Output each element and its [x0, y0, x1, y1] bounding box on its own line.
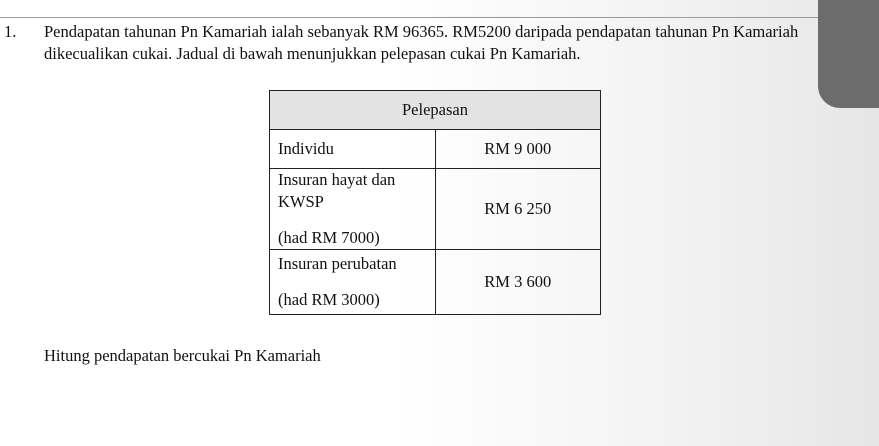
table-header-relief: Pelepasan — [270, 91, 601, 130]
relief-item-label: Insuran perubatan — [278, 254, 397, 273]
relief-item-cell — [270, 169, 436, 250]
relief-item-label: Insuran hayat dan KWSP — [278, 170, 396, 211]
top-divider-line — [0, 17, 820, 18]
relief-item-label: Individu — [278, 139, 334, 158]
relief-item-cell — [270, 130, 436, 169]
relief-amount-cell: RM 6 250 — [435, 169, 601, 250]
table-row — [270, 130, 601, 169]
relief-item-limit: (had RM 7000) — [278, 228, 380, 247]
relief-amount-cell: RM 3 600 — [435, 250, 601, 315]
table-row — [270, 250, 601, 315]
tax-relief-table — [269, 90, 601, 315]
table-header-row — [270, 91, 601, 130]
question-text: Pendapatan tahunan Pn Kamariah ialah sebanyak RM 96365. RM5200 daripada pendapatan tahunan Pn Kamariah dikecualikan cukai. Jadual di bawah menunjukkan pelepasan cukai Pn Kamariah. — [44, 22, 799, 63]
corner-tab-decoration — [818, 0, 879, 108]
relief-item-cell — [270, 250, 436, 315]
table-row — [270, 169, 601, 250]
question-number: 1. — [4, 22, 17, 41]
calculation-prompt: Hitung pendapatan bercukai Pn Kamariah — [44, 346, 321, 365]
relief-amount-cell: RM 9 000 — [435, 130, 601, 169]
relief-item-limit: (had RM 3000) — [278, 290, 380, 309]
